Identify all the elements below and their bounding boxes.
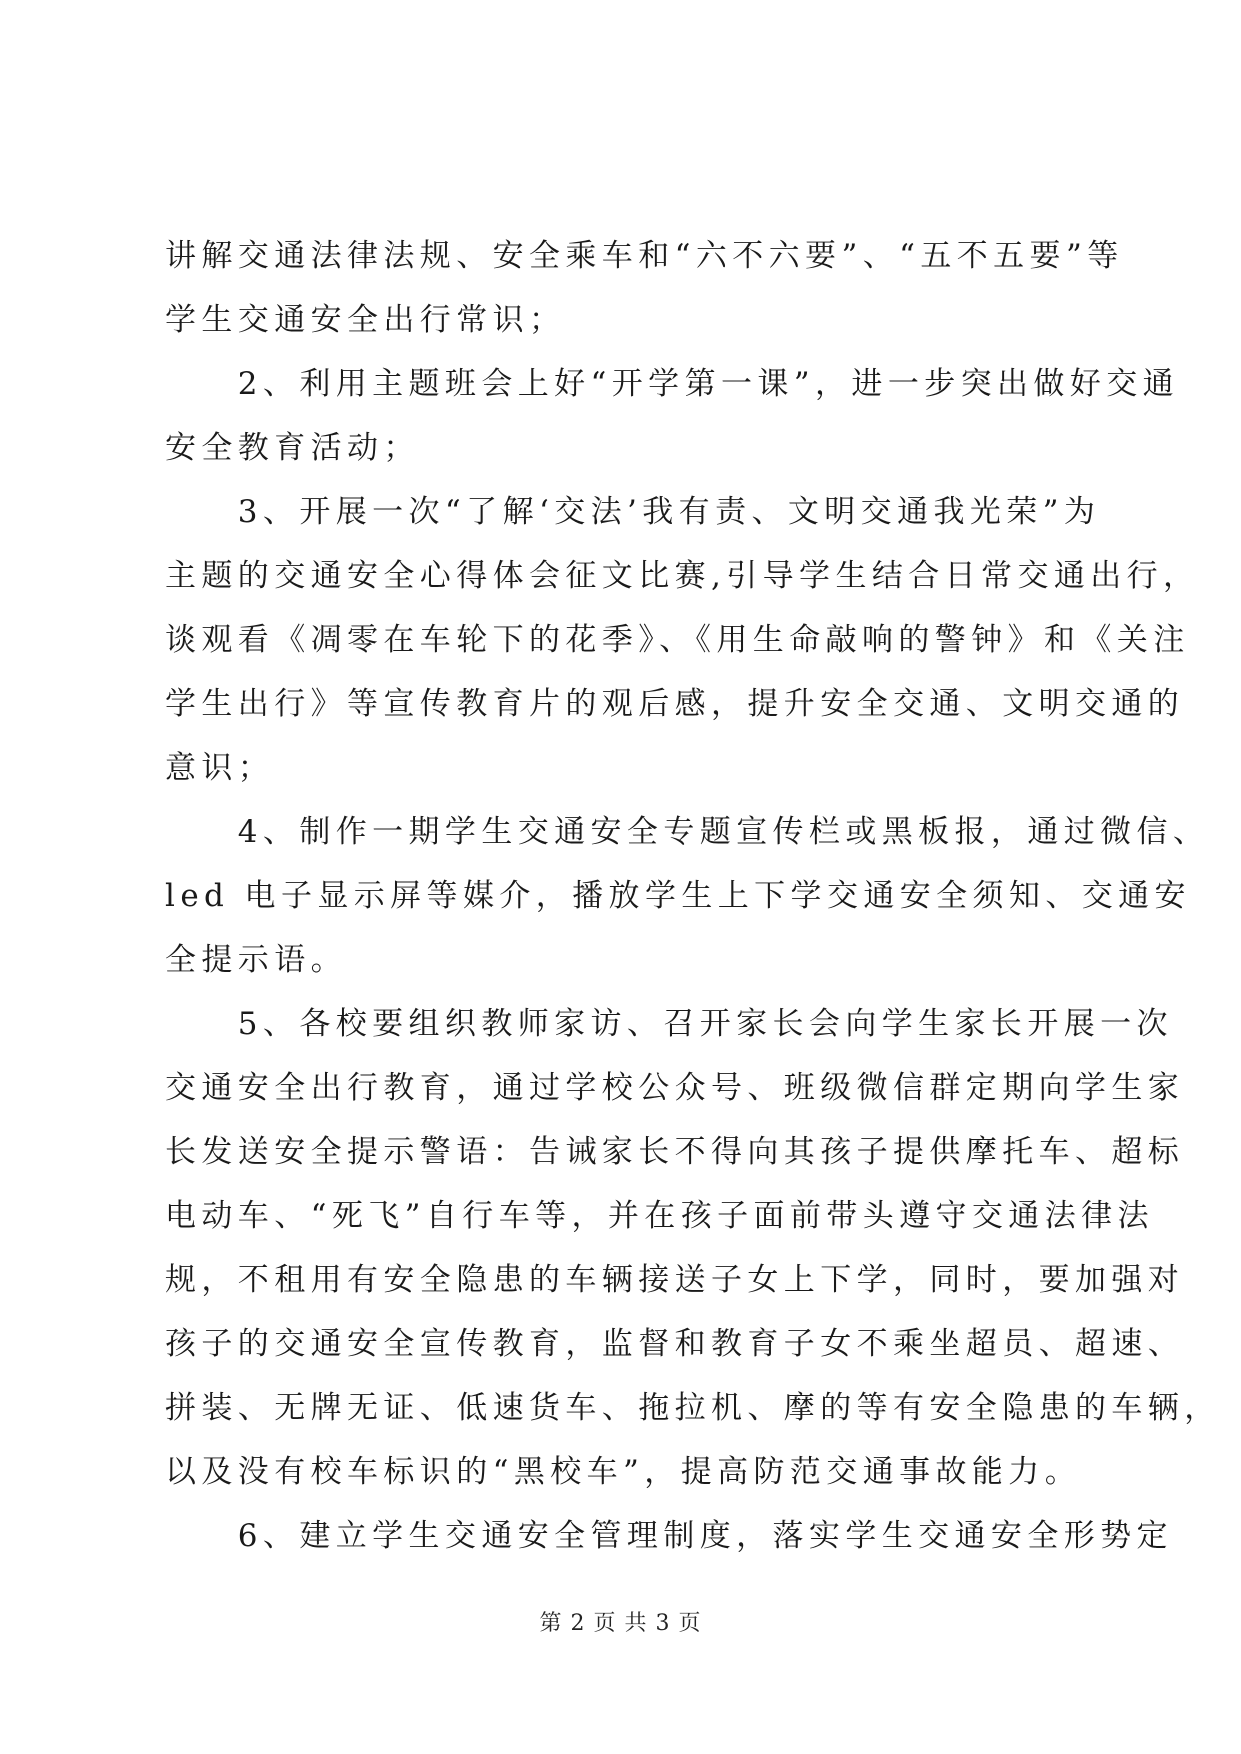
text-line: 拼装、无牌无证、低速货车、拖拉机、摩的等有安全隐患的车辆， — [165, 1390, 1221, 1426]
page-number-footer: 第 2 页 共 3 页 — [539, 1611, 702, 1636]
text-line: led 电子显示屏等媒介，播放学生上下学交通安全须知、交通安 — [165, 878, 1191, 914]
text-line: 4、制作一期学生交通安全专题宣传栏或黑板报，通过微信、 — [165, 814, 1210, 850]
text-line: 意识； — [165, 750, 275, 786]
text-line: 交通安全出行教育，通过学校公众号、班级微信群定期向学生家 — [165, 1070, 1185, 1106]
text-line: 主题的交通安全心得体会征文比赛,引导学生结合日常交通出行， — [165, 558, 1200, 594]
text-line: 全提示语。 — [165, 942, 347, 978]
text-line: 规，不租用有安全隐患的车辆接送子女上下学，同时，要加强对 — [165, 1262, 1185, 1298]
text-line: 安全教育活动； — [165, 430, 420, 466]
text-line: 学生出行》等宣传教育片的观后感，提升安全交通、文明交通的 — [165, 686, 1185, 722]
text-line: 讲解交通法律法规、安全乘车和“六不六要”、“五不五要”等 — [165, 238, 1124, 274]
text-line: 3、开展一次“了解‘交法’我有责、文明交通我光荣”为 — [165, 494, 1101, 530]
text-line: 以及没有校车标识的“黑校车”，提高防范交通事故能力。 — [165, 1454, 1082, 1490]
text-line: 孩子的交通安全宣传教育，监督和教育子女不乘坐超员、超速、 — [165, 1326, 1185, 1362]
text-line: 谈观看《凋零在车轮下的花季》、《用生命敲响的警钟》和《关注 — [165, 622, 1190, 658]
text-line: 2、利用主题班会上好“开学第一课”，进一步突出做好交通 — [165, 366, 1180, 402]
text-line: 6、建立学生交通安全管理制度，落实学生交通安全形势定 — [165, 1518, 1173, 1554]
text-line: 学生交通安全出行常识； — [165, 302, 566, 338]
text-line: 电动车、“死飞”自行车等，并在孩子面前带头遵守交通法律法 — [165, 1198, 1154, 1234]
text-line: 长发送安全提示警语：告诫家长不得向其孩子提供摩托车、超标 — [165, 1134, 1185, 1170]
text-line: 5、各校要组织教师家访、召开家长会向学生家长开展一次 — [165, 1006, 1173, 1042]
document-body — [165, 224, 1221, 1568]
